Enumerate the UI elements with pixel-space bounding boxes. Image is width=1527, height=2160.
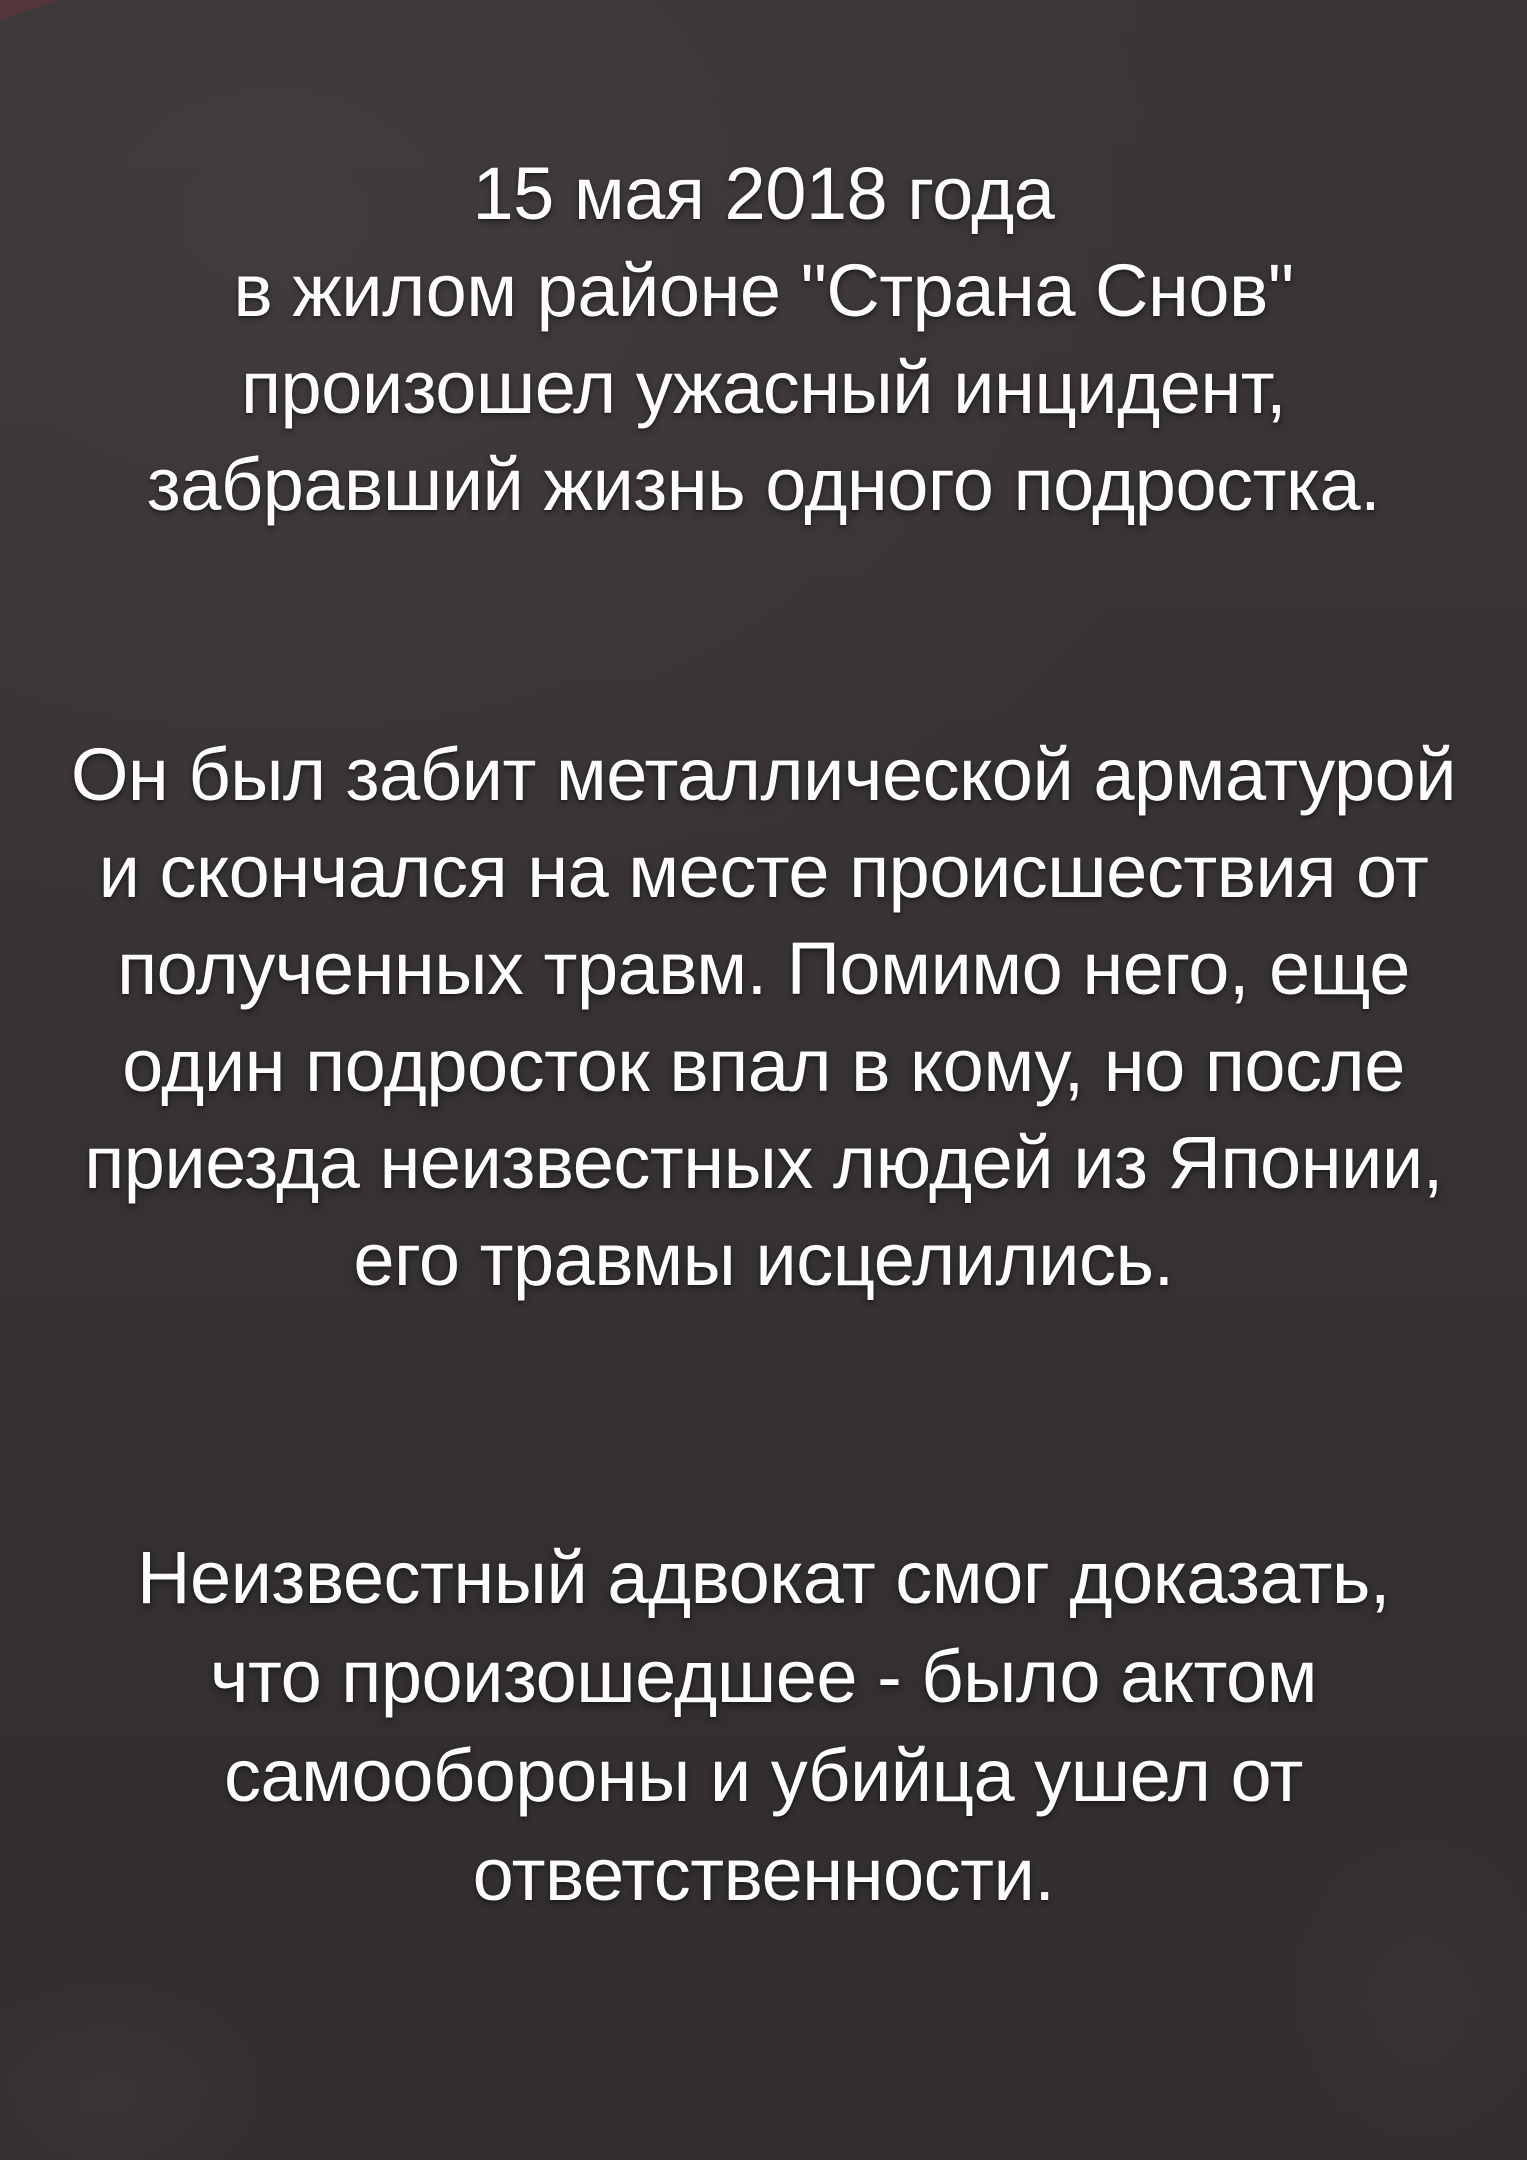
story-line: приезда неизвестных людей из Японии,	[84, 1121, 1443, 1204]
story-line: произошел ужасный инцидент,	[240, 346, 1287, 429]
story-line: один подросток впал в кому, но после	[122, 1024, 1405, 1107]
story-line: Он был забит металлической арматурой	[70, 733, 1457, 816]
story-line: и скончался на месте происшествия от	[98, 830, 1429, 913]
verdict-paragraph	[0, 1528, 1527, 1924]
story-line: Неизвестный адвокат смог доказать,	[137, 1536, 1390, 1619]
incident-date-paragraph	[0, 145, 1527, 533]
story-line: забравший жизнь одного подростка.	[146, 443, 1381, 526]
story-line: полученных травм. Помимо него, еще	[117, 927, 1410, 1010]
story-line: ответственности.	[472, 1833, 1055, 1916]
story-line: что произошедшее - было актом	[209, 1635, 1318, 1718]
story-line: 15 мая 2018 года	[472, 152, 1055, 235]
story-line: самообороны и убийца ушел от	[224, 1734, 1303, 1817]
story-line: в жилом районе "Страна Снов"	[233, 249, 1294, 332]
story-line: его травмы исцелились.	[353, 1218, 1174, 1301]
incident-details-paragraph	[0, 726, 1527, 1308]
